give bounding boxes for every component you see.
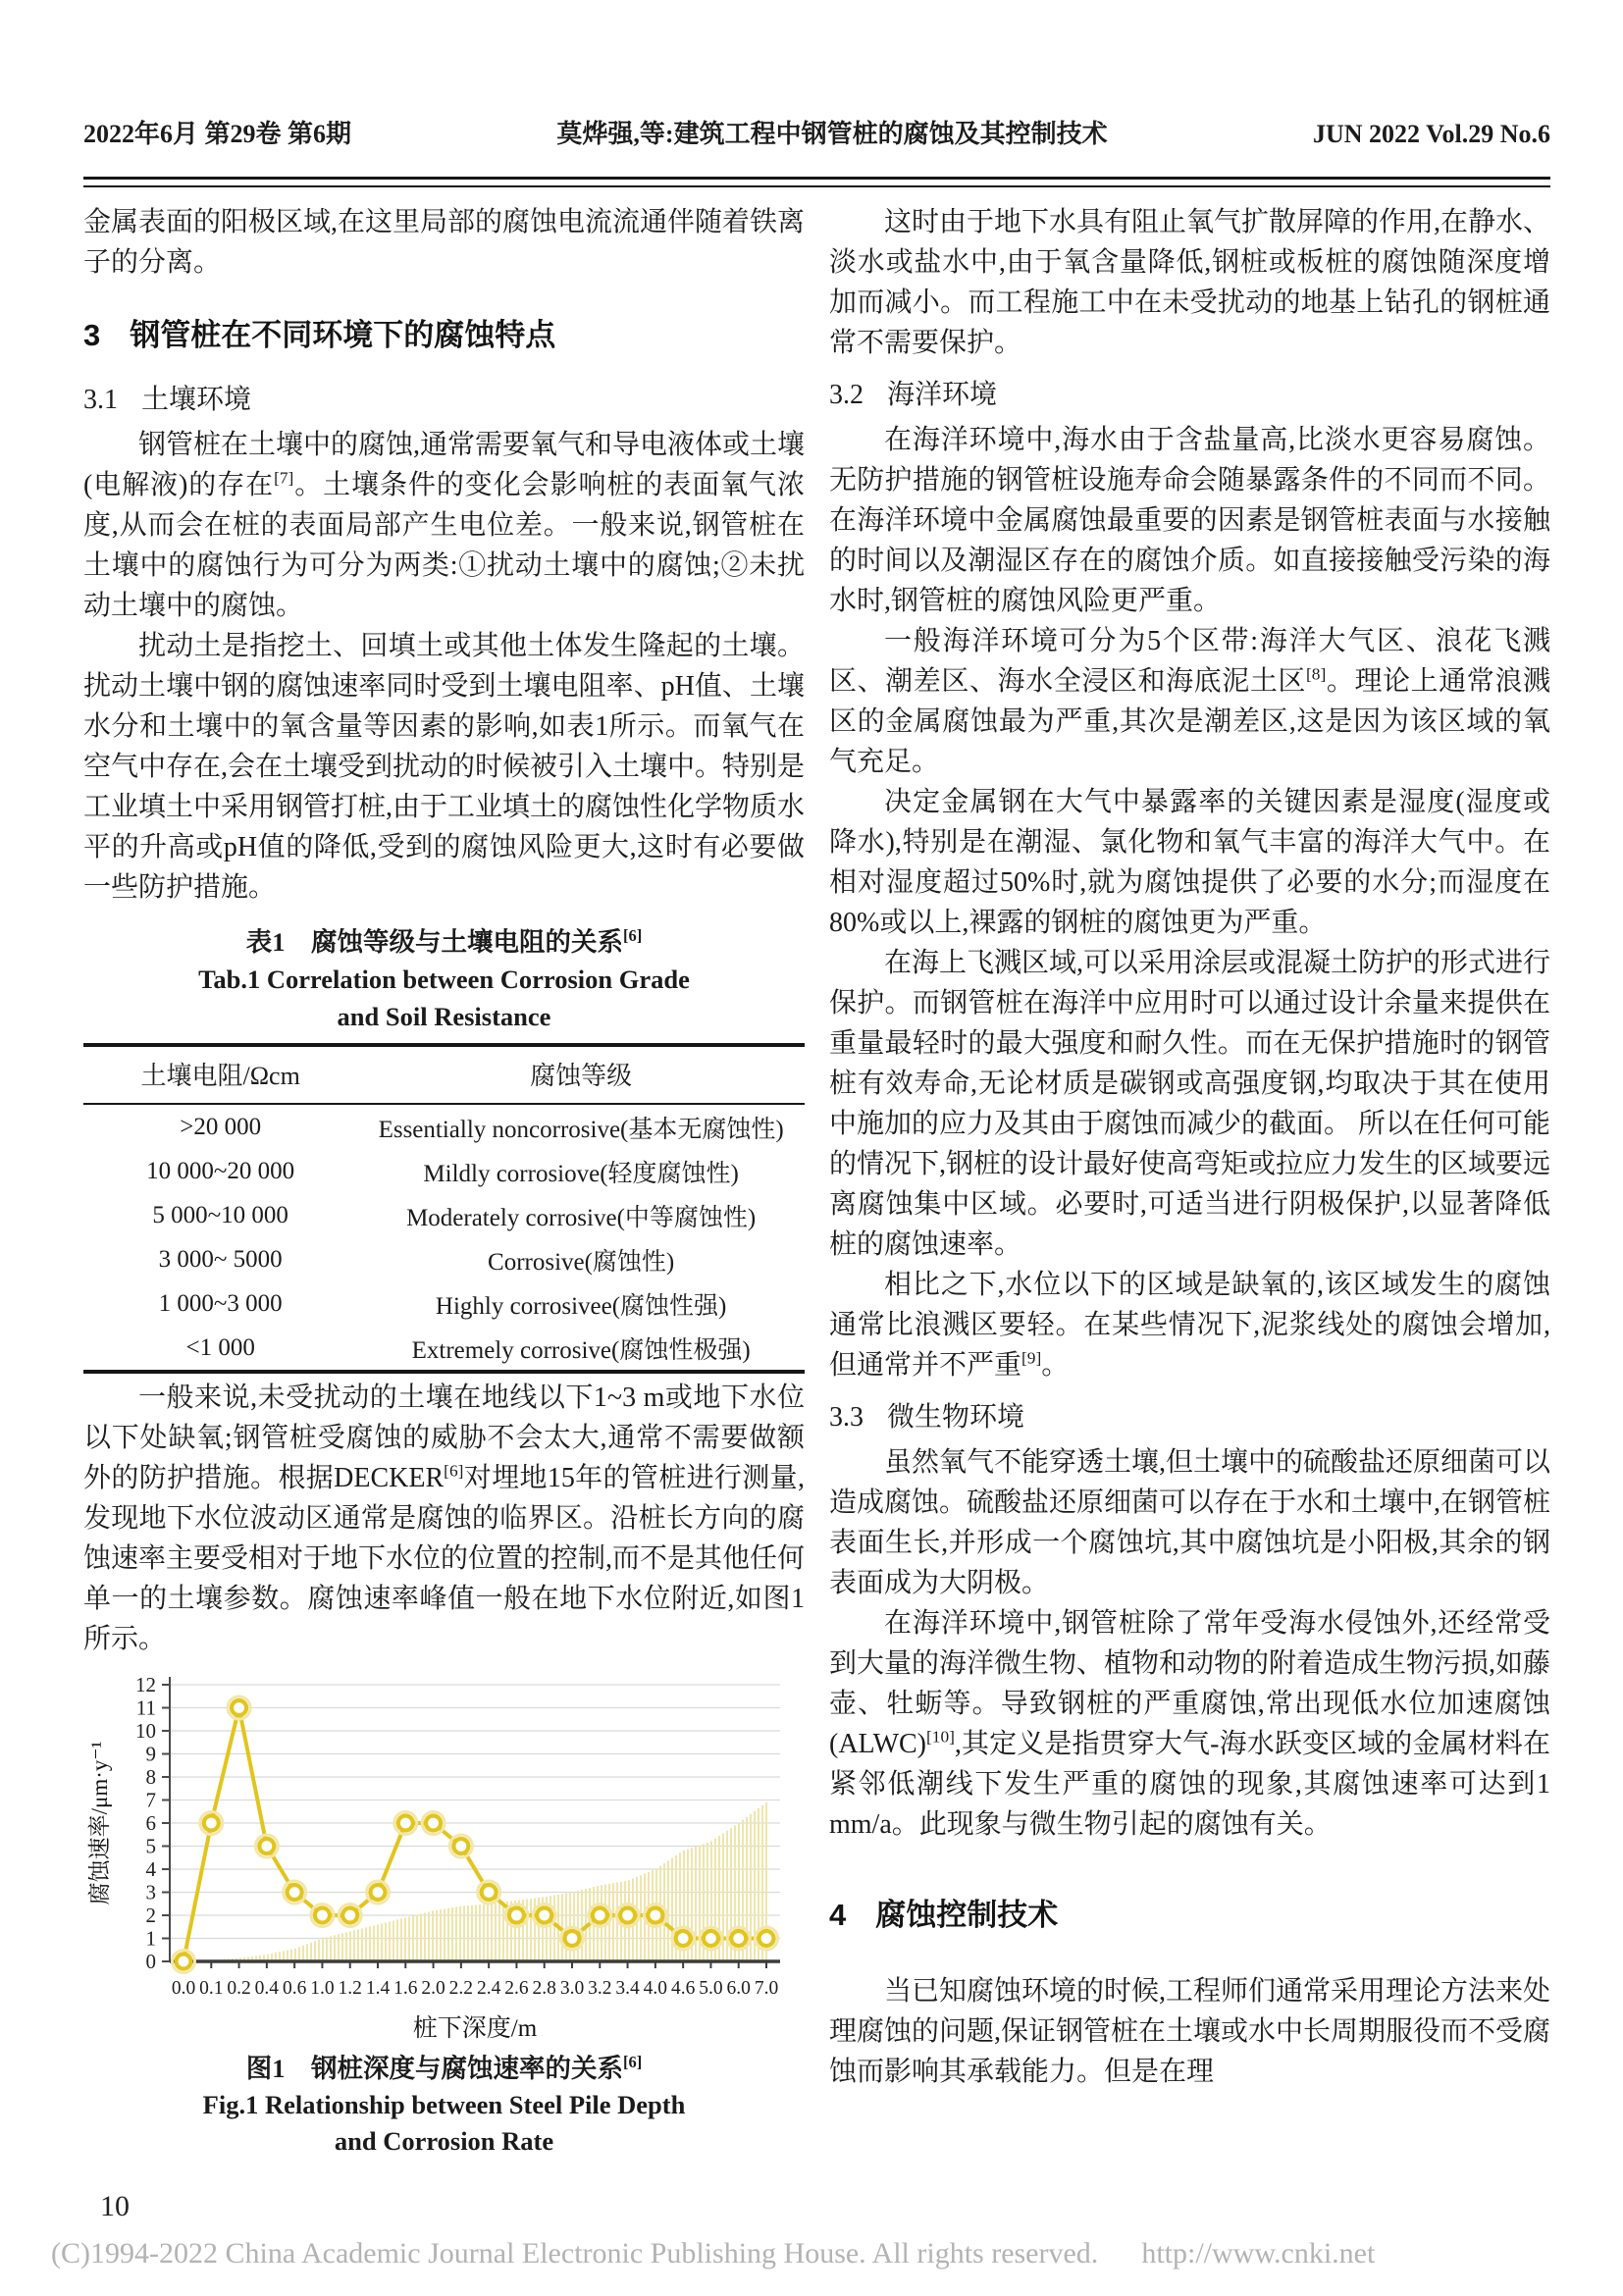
svg-text:5: 5: [145, 1834, 156, 1858]
svg-text:2.0: 2.0: [421, 1978, 445, 1999]
paragraph: 在海洋环境中,钢管桩除了常年受海水侵蚀外,还经常受到大量的海洋微生物、植物和动物的附着造成生物污损,如藤壶、牡蛎等。导致钢桩的严重腐蚀,常出现低水位加速腐蚀(ALWC)[10],其定义是指贯穿大气-海水跃变区域的金属材料在紧邻低潮线下发生严重的腐蚀的现象,其腐蚀速率可达到1 mm/a。此现象与微生物引起的腐蚀有关。: [829, 1608, 1550, 1840]
paragraph: 决定金属钢在大气中暴露率的关键因素是湿度(湿度或降水),特别是在潮湿、氯化物和氧气丰富的海洋大气中。在相对湿度超过50%时,就为腐蚀提供了必要的水分;而湿度在80%或以上,裸露的钢桩的腐蚀更为严重。: [829, 787, 1550, 938]
cnki-url: http://www.cnki.net: [1141, 2237, 1376, 2270]
svg-text:0.0: 0.0: [171, 1978, 196, 1999]
paragraph: 扰动土是指挖土、回填土或其他土体发生隆起的土壤。扰动土壤中钢的腐蚀速率同时受到土壤电阻率、pH值、土壤水分和土壤中的氧含量等因素的影响,如表1所示。而氧气在空气中存在,会在土壤受到扰动的时候被引入土壤中。特别是工业填土中采用钢管打桩,由于工业填土的腐蚀性化学物质水平的升高或pH值的降低,受到的腐蚀风险更大,这时有必要做一些防护措施。: [83, 631, 805, 903]
table-row: [83, 1281, 805, 1326]
section-heading-3: [83, 310, 805, 354]
grade-value: Mildly corrosiove(轻度腐蚀性): [423, 1160, 739, 1187]
grade-value: Highly corrosivee(腐蚀性强): [435, 1292, 727, 1320]
paragraph: 当已知腐蚀环境的时候,工程师们通常采用理论方法来处理腐蚀的问题,保证钢管桩在土壤或水中长周期服役而不受腐蚀而影响其承载能力。但是在理: [829, 1976, 1550, 2087]
column-header-resistance: 土壤电阻/Ωcm: [83, 1045, 357, 1104]
left-column: [83, 202, 805, 2233]
svg-text:3.4: 3.4: [615, 1978, 640, 1999]
table-row: [83, 1237, 805, 1281]
paragraph: 一般海洋环境可分为5个区带:海洋大气区、浪花飞溅区、潮差区、海水全浸区和海底泥土区[8]。理论上通常浪溅区的金属腐蚀最为严重,其次是潮差区,这是因为该区域的氧气充足。: [829, 626, 1550, 777]
resistance-value: 3 000~ 5000: [158, 1245, 283, 1273]
section-heading-4: [829, 1890, 1550, 1934]
table1-caption-en-line1: Tab.1 Correlation between Corrosion Grade: [198, 965, 690, 994]
grade-value: Corrosive(腐蚀性): [488, 1248, 675, 1276]
table-header-row: [83, 1045, 805, 1104]
paragraph: 金属表面的阳极区域,在这里局部的腐蚀电流流通伴随着铁离子的分离。: [83, 207, 805, 278]
svg-text:3.0: 3.0: [559, 1978, 585, 1999]
grade-value: Moderately corrosive(中等腐蚀性): [406, 1204, 757, 1231]
subsection-title: 土壤环境: [141, 385, 252, 415]
table-row: [83, 1326, 805, 1372]
svg-text:2.6: 2.6: [504, 1978, 529, 1999]
svg-text:0.4: 0.4: [254, 1978, 280, 1999]
svg-text:4: 4: [145, 1857, 156, 1881]
svg-text:1: 1: [145, 1926, 156, 1951]
svg-text:5.0: 5.0: [699, 1978, 723, 1999]
page-header: [83, 114, 1550, 150]
page-footer: [51, 2237, 1375, 2270]
svg-text:9: 9: [145, 1742, 156, 1766]
svg-text:2.2: 2.2: [448, 1978, 474, 1999]
subsection-number: 3.3: [829, 1402, 864, 1433]
paragraph: 钢管桩在土壤中的腐蚀,通常需要氧气和导电液体或土壤(电解液)的存在[7]。土壤条件的变化会影响桩的表面氧气浓度,从而会在桩的表面局部产生电位差。一般来说,钢管桩在土壤中的腐蚀行为可分为两类:①扰动土壤中的腐蚀;②未扰动土壤中的腐蚀。: [83, 430, 805, 621]
subsection-heading-3-3: [829, 1395, 1550, 1435]
svg-text:10: 10: [135, 1719, 156, 1743]
svg-text:12: 12: [135, 1673, 156, 1696]
section-title: 腐蚀控制技术: [875, 1898, 1059, 1932]
svg-text:1.2: 1.2: [338, 1978, 362, 1999]
paragraph: 这时由于地下水具有阻止氧气扩散屏障的作用,在静水、淡水或盐水中,由于氧含量降低,钢桩或板桩的腐蚀随深度增加而减小。而工程施工中在未受扰动的地基上钻孔的钢桩通常不需要保护。: [829, 207, 1550, 358]
svg-text:3: 3: [145, 1880, 156, 1905]
resistance-value: <1 000: [185, 1333, 255, 1361]
subsection-heading-3-2: [829, 373, 1550, 412]
svg-text:11: 11: [135, 1696, 156, 1720]
paragraph: 虽然氧气不能穿透土壤,但土壤中的硫酸盐还原细菌可以造成腐蚀。硫酸盐还原细菌可以存在于水和土壤中,在钢管桩表面生长,并形成一个腐蚀坑,其中腐蚀坑是小阳极,其余的钢表面成为大阴极。: [829, 1447, 1550, 1598]
table1-caption-en-line2: and Soil Resistance: [337, 1002, 551, 1031]
section-number: 3: [83, 318, 101, 352]
right-column: [829, 202, 1550, 2233]
subsection-title: 海洋环境: [887, 380, 998, 410]
svg-text:8: 8: [145, 1765, 156, 1789]
svg-text:0.6: 0.6: [282, 1978, 307, 1999]
table1-caption: [83, 923, 805, 1035]
header-rule: [83, 177, 1550, 187]
figure1-caption-en-line2: and Corrosion Rate: [334, 2126, 554, 2156]
svg-text:1.4: 1.4: [365, 1978, 391, 1999]
resistance-value: >20 000: [180, 1113, 262, 1140]
svg-text:桩下深度/m: 桩下深度/m: [412, 2015, 538, 2042]
table-row: [83, 1149, 805, 1193]
two-column-body: [83, 202, 1550, 2233]
figure1: [83, 1671, 805, 2160]
table1: [83, 1043, 805, 1374]
subsection-number: 3.1: [83, 385, 118, 415]
table-row: [83, 1104, 805, 1149]
page-number: 10: [100, 2190, 130, 2222]
figure1-caption-en-line1: Fig.1 Relationship between Steel Pile Depth: [202, 2090, 686, 2119]
paragraph: 在海洋环境中,海水由于含盐量高,比淡水更容易腐蚀。无防护措施的钢管桩设施寿命会随暴露条件的不同而不同。在海洋环境中金属腐蚀最重要的因素是钢管桩表面与水接触的时间以及潮湿区存在的腐蚀介质。如直接接触受污染的海水时,钢管桩的腐蚀风险更严重。: [829, 425, 1550, 616]
copyright-text: (C)1994-2022 China Academic Journal Electronic Publishing House. All rights reserved.: [51, 2237, 1099, 2270]
header-running-title: 莫烨强,等:建筑工程中钢管桩的腐蚀及其控制技术: [556, 120, 1108, 148]
svg-text:4.0: 4.0: [643, 1978, 668, 1999]
header-issue-cn: 2022年6月 第29卷 第6期: [83, 120, 352, 148]
svg-text:0: 0: [145, 1950, 156, 1973]
svg-text:2.8: 2.8: [532, 1978, 556, 1999]
figure1-chart: [83, 1671, 790, 2042]
table1-caption-zh: 表1 腐蚀等级与土壤电阻的关系[6]: [245, 926, 643, 957]
figure1-caption-zh: 图1 钢桩深度与腐蚀速率的关系[6]: [245, 2053, 643, 2083]
svg-text:7: 7: [145, 1788, 156, 1812]
svg-text:3.2: 3.2: [588, 1978, 612, 1999]
svg-text:腐蚀速率/μm·y⁻¹: 腐蚀速率/μm·y⁻¹: [87, 1741, 112, 1905]
svg-text:2: 2: [145, 1904, 156, 1927]
header-issue-en: JUN 2022 Vol.29 No.6: [1313, 120, 1550, 148]
resistance-value: 1 000~3 000: [158, 1289, 283, 1317]
paragraph: 一般来说,未受扰动的土壤在地线以下1~3 m或地下水位以下处缺氧;钢管桩受腐蚀的威胁不会太大,通常不需要做额外的防护措施。根据DECKER[6]对埋地15年的管桩进行测量,发现地下水位波动区通常是腐蚀的临界区。沿桩长方向的腐蚀速率主要受相对于地下水位的位置的控制,而不是其他任何单一的土壤参数。腐蚀速率峰值一般在地下水位附近,如图1所示。: [83, 1383, 805, 1654]
paragraph: 相比之下,水位以下的区域是缺氧的,该区域发生的腐蚀通常比浪溅区要轻。在某些情况下,泥浆线处的腐蚀会增加,但通常并不严重[9]。: [829, 1270, 1550, 1381]
svg-text:2.4: 2.4: [476, 1978, 501, 1999]
svg-text:4.6: 4.6: [670, 1978, 696, 1999]
svg-text:7.0: 7.0: [754, 1978, 779, 1999]
grade-value: Essentially noncorrosive(基本无腐蚀性): [378, 1116, 784, 1143]
subsection-number: 3.2: [829, 380, 864, 410]
column-header-grade: 腐蚀等级: [357, 1045, 805, 1104]
svg-text:1.6: 1.6: [393, 1978, 418, 1999]
resistance-value: 5 000~10 000: [152, 1201, 288, 1228]
grade-value: Extremely corrosive(腐蚀性极强): [411, 1336, 751, 1364]
svg-text:1.0: 1.0: [310, 1978, 335, 1999]
subsection-title: 微生物环境: [887, 1402, 1025, 1433]
resistance-value: 10 000~20 000: [146, 1157, 295, 1184]
svg-text:6.0: 6.0: [726, 1978, 751, 1999]
svg-text:0.1: 0.1: [199, 1978, 224, 1999]
svg-text:6: 6: [145, 1811, 156, 1835]
svg-text:0.2: 0.2: [227, 1978, 251, 1999]
table-body: [83, 1104, 805, 1372]
paragraph: 在海上飞溅区域,可以采用涂层或混凝土防护的形式进行保护。而钢管桩在海洋中应用时可以通过设计余量来提供在重量最轻时的最大强度和耐久性。而在无保护措施时的钢管桩有效寿命,无论材质是碳钢或高强度钢,均取决于其在使用中施加的应力及其由于腐蚀而减少的截面。 所以在任何可能的情况下,钢桩的设计最好使高弯矩或拉应力发生的区域要远离腐蚀集中区域。必要时,可适当进行阴极保护,以显著降低桩的腐蚀速率。: [829, 948, 1550, 1260]
section-number: 4: [829, 1898, 847, 1932]
figure1-caption: [83, 2051, 805, 2160]
section-title: 钢管桩在不同环境下的腐蚀特点: [130, 318, 556, 352]
table-row: [83, 1193, 805, 1237]
subsection-heading-3-1: [83, 378, 805, 417]
